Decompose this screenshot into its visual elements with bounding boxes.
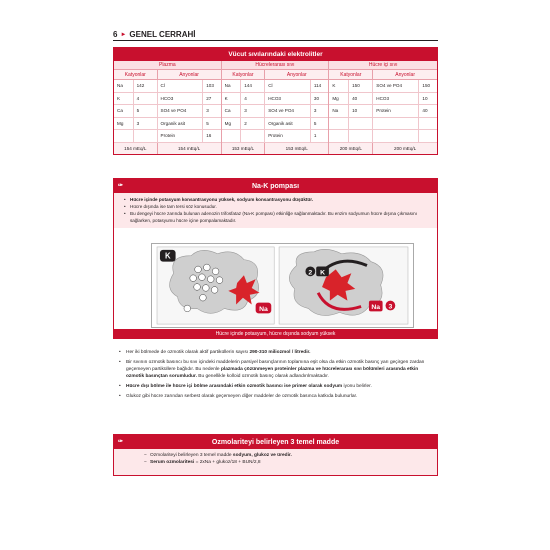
electrolyte-table [113, 47, 438, 155]
table-cell: 144 [241, 80, 265, 92]
nak-pump-diagram [151, 243, 414, 328]
k-label-right: K [320, 269, 326, 277]
nak-box-body [114, 193, 437, 228]
table-cell: Cl [158, 80, 204, 92]
osmolarity-box [113, 434, 438, 476]
table-cell: Organik asit [265, 118, 311, 130]
chapter-title: GENEL CERRAHİ [129, 30, 196, 39]
cations-header: Katyonlar [114, 70, 158, 80]
table-cell: Na [329, 105, 349, 117]
total-cations: 200 mEq/L [329, 143, 373, 154]
table-cell: 3 [241, 105, 265, 117]
table-cell [329, 118, 349, 130]
anions-header: Anyonlar [265, 70, 328, 80]
total-anions: 154 mEq/L [177, 145, 201, 151]
osmolarity-title-text: Ozmolariteyi belirleyen 3 temel madde [211, 438, 340, 446]
nak-box-title [114, 179, 437, 193]
table-cell: K [222, 93, 242, 105]
anions-header: Anyonlar [158, 70, 221, 80]
k-count: 2 [308, 269, 313, 277]
table-row [329, 118, 437, 131]
cations-header: Katyonlar [329, 70, 373, 80]
section-header: Hücrelerarası sıvı [222, 61, 329, 70]
diagram-caption: Hücre içinde potasyum, hücre dışında sodyum yüksek [113, 329, 438, 339]
table-cell [329, 130, 349, 142]
table-row [222, 105, 329, 118]
list-item: • Her iki bölmede de ozmotik olarak aktif partiküllerin sayısı 290-310 miliozmol / litredir. [119, 349, 437, 356]
nak-bullet: • Hücre içinde potasyum konsantrasyonu yüksek, sodyum konsantrasyonu düşüktür. [124, 197, 431, 203]
table-cell: 4 [134, 93, 158, 105]
total-anions: 200 mEq/L [394, 145, 417, 151]
osmolarity-line-2: − Serum ozmolaritesi = 2xNa + glukoz/18 + BUN/2,8 [150, 459, 437, 466]
table-cell: 10 [422, 95, 428, 101]
table-body [114, 61, 437, 154]
table-cell: Mg [114, 118, 134, 130]
table-cell: SO4 ve PO4 [373, 80, 419, 92]
table-cell: 5 [134, 105, 158, 117]
table-row [114, 80, 221, 93]
nak-box-title-text: Na-K pompası [251, 182, 300, 190]
table-cell: SO4 ve PO4 [158, 105, 204, 117]
arrow-right-icon: ► [120, 31, 127, 38]
table-row [329, 105, 437, 118]
table-row [222, 130, 329, 143]
table-cell: 5 [313, 120, 317, 126]
table-cell: Na [222, 80, 242, 92]
table-cell: Protein [373, 105, 419, 117]
table-cell [349, 118, 373, 130]
main-bullet-list [119, 349, 437, 403]
cations-header: Katyonlar [222, 70, 266, 80]
table-cell [222, 130, 242, 142]
table-cell [114, 130, 134, 142]
table-row [114, 118, 221, 131]
table-cell: Protein [158, 130, 204, 142]
osmolarity-box-title [114, 435, 437, 449]
na-label-right: Na [371, 303, 381, 311]
list-item: • Hücre dışı bölme ile hücre içi bölme arasındaki etkin ozmotik basıncı ise primer olarak sodyum iyonu belirler. [119, 383, 437, 390]
nak-bullet: • Bu dengeyi hücre zarında bulunan adenozin trifosfataz (Na-K pompası) etkinliğe sağlanmaktadır. Bu enzim sodyumun hücre dışına çıkmasını sağlarken, potasyumu hücre içine pompalamaktadır. [124, 211, 431, 223]
osmolarity-box-body [114, 449, 437, 475]
section-header: Plazma [114, 61, 221, 70]
table-cell [419, 130, 437, 142]
left-cell-panel [157, 247, 274, 324]
table-cell [373, 130, 419, 142]
table-cell: 40 [349, 93, 373, 105]
table-cell: 150 [422, 83, 431, 88]
table-cell: Cl [265, 80, 311, 92]
table-cell: HCO3 [373, 93, 419, 105]
table-section [222, 61, 330, 154]
table-cell: 3 [134, 118, 158, 130]
table-cell: 10 [349, 105, 373, 117]
table-cell: 150 [349, 80, 373, 92]
table-row [329, 80, 437, 93]
list-item: • Bir sıvının ozmotik basıncı bu sıvı içindeki maddelerin parsiyel basınçlarının toplamına eşit olsa da etkin ozmotik basınç yarı geçirgen zardan geçemeyen partiküllere bağlıdır. Bu nedenle plazmada çözünmeyen proteinler plazma ve hücrelerarası sıvı bölümleri arasında etkin ozmotik basınçtan sorumludur. Bu genellikle kolloid ozmotik basınç olarak adlandırılmaktadır. [119, 359, 437, 380]
table-row [114, 93, 221, 106]
table-cell: 103 [206, 83, 214, 88]
na-label-left: Na [259, 305, 268, 313]
table-cell: 4 [241, 93, 265, 105]
table-title: Vücut sıvılarındaki elektrolitler [114, 48, 437, 61]
leaf-icon: ✑ [118, 439, 124, 445]
table-cell: Protein [265, 130, 311, 142]
table-row [222, 80, 329, 93]
header-rule [113, 40, 438, 41]
table-cell [241, 130, 265, 142]
anions-header: Anyonlar [373, 70, 437, 80]
table-cell: Na [114, 80, 134, 92]
table-row [114, 105, 221, 118]
table-section [329, 61, 437, 154]
na-count: 3 [388, 303, 393, 311]
table-cell: 3 [313, 108, 317, 113]
table-cell: Organik asit [158, 118, 204, 130]
leaf-icon: ✑ [118, 183, 124, 189]
table-cell: 40 [422, 108, 428, 113]
table-cell: Mg [329, 93, 349, 105]
table-cell: HCO3 [265, 93, 311, 105]
table-cell [349, 130, 373, 142]
nak-bullet-list [124, 197, 431, 224]
table-cell: Mg [222, 118, 242, 130]
table-cell: K [114, 93, 134, 105]
table-cell: 2 [241, 118, 265, 130]
table-row [329, 93, 437, 106]
table-cell: 142 [134, 80, 158, 92]
table-cell: 5 [206, 120, 209, 126]
table-row [114, 130, 221, 143]
table-cell: SO4 ve PO4 [265, 105, 311, 117]
table-row [329, 130, 437, 143]
table-cell: Ca [114, 105, 134, 117]
osmolarity-line-1: − Ozmolariteyi belirleyen 3 temel madde sodyum, glukoz ve üredir. [150, 452, 437, 459]
page-header [113, 30, 196, 39]
table-cell: 30 [313, 95, 320, 101]
k-label-left: K [164, 251, 171, 261]
table-cell: 27 [206, 95, 212, 101]
section-header: Hücre içi sıvı [329, 61, 437, 70]
table-row [222, 118, 329, 131]
total-cations: 153 mEq/L [222, 143, 266, 154]
table-row [222, 93, 329, 106]
page-number: 6 [113, 30, 118, 39]
table-cell [373, 118, 419, 130]
nak-bullet: • Hücre dışında ise tam tersi söz konusudur. [124, 204, 431, 210]
table-cell: 16 [206, 133, 212, 138]
table-cell: 114 [313, 83, 322, 88]
table-section [114, 61, 222, 154]
list-item: • Glukoz gibi hücre zarından serbest olarak geçemeyen diğer maddeler de ozmotik basınca katkıda bulunurlar. [119, 393, 437, 400]
total-cations: 154 mEq/L [114, 143, 158, 154]
right-cell-panel [279, 247, 408, 324]
table-cell: 3 [206, 108, 209, 113]
table-cell: HCO3 [158, 93, 204, 105]
total-anions: 153 mEq/L [285, 145, 308, 151]
table-cell [419, 118, 437, 130]
table-cell [134, 130, 158, 142]
table-cell: K [329, 80, 349, 92]
table-cell: 1 [313, 133, 317, 138]
table-cell: Ca [222, 105, 242, 117]
